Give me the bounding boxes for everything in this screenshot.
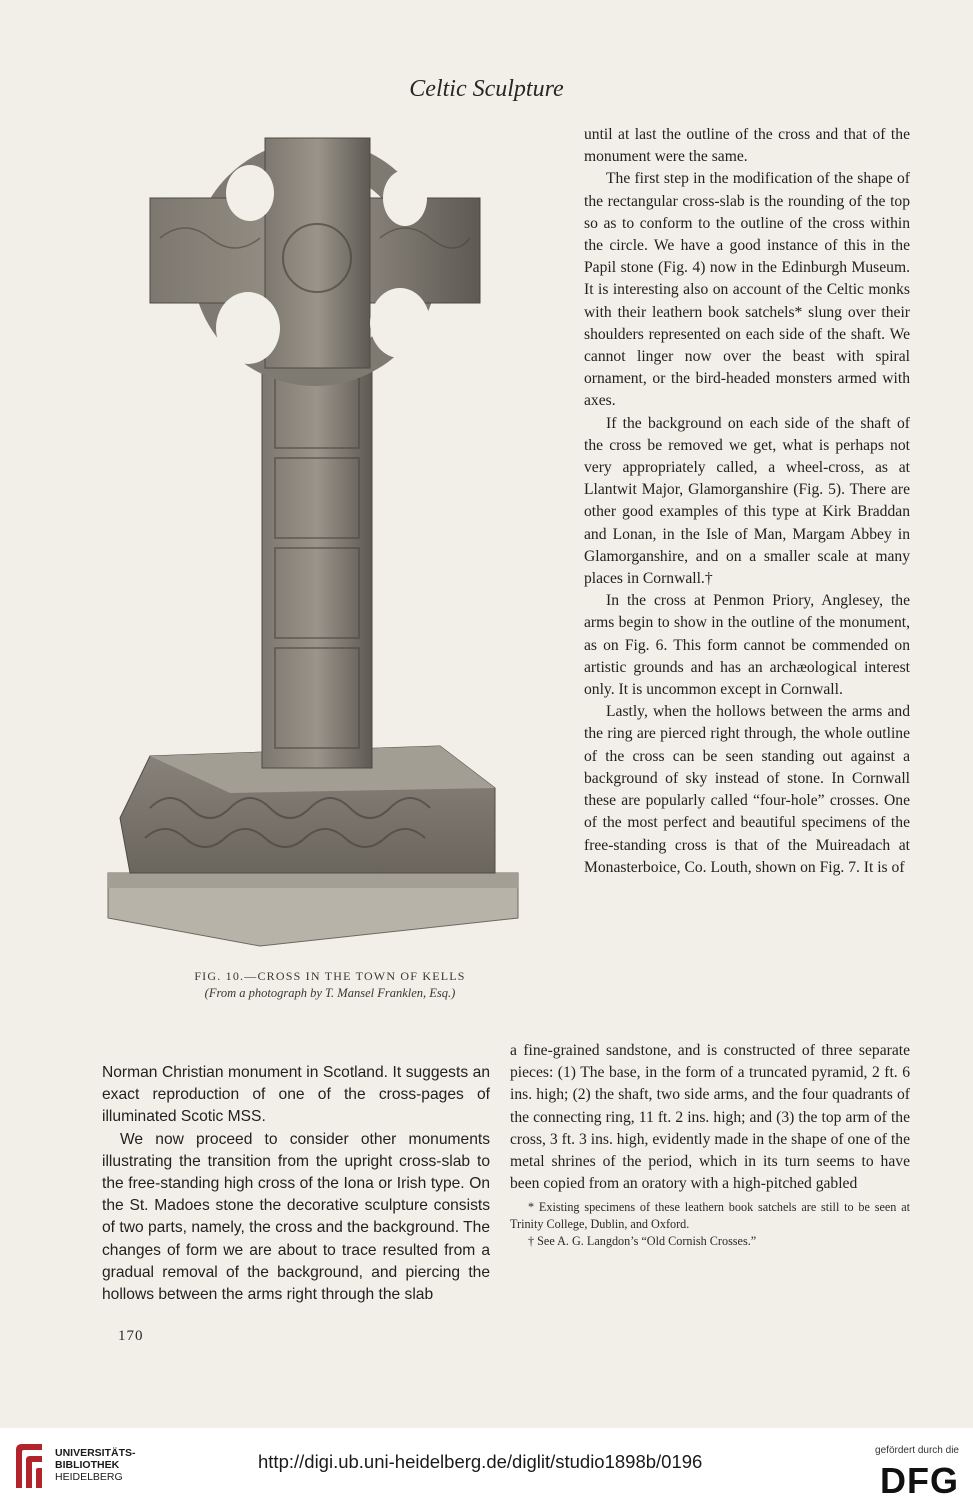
paragraph: If the background on each side of the shaft of the cross be removed we get, what is perhaps not very appropriately called, a wheel-cross, as at Llantwit Major, Glamorganshire (Fig. 5). There are other good examples of this type at Kirk Braddan and Lonan, in the Isle of Man, Margam Abbey in Glamorganshire, and on a smaller scale at many places in Cornwall.† xyxy=(584,414,910,588)
dfg-logo: DFG xyxy=(880,1460,959,1501)
paragraph: Norman Christian monument in Scotland. It suggests an exact reproduction of one of the cross-pages of illuminated Scotic MSS. xyxy=(102,1064,490,1126)
page-number: 170 xyxy=(118,1328,144,1344)
paragraph: In the cross at Penmon Priory, Anglesey, the arms begin to show in the outline of the monument, as on Fig. 6. This form cannot be commended on artistic grounds and has an archæological interest only. It is uncommon except in Cornwall. xyxy=(584,592,910,699)
figure-caption xyxy=(100,968,560,1002)
left-column-text xyxy=(102,1062,490,1306)
library-name xyxy=(55,1447,136,1483)
caption-credit: (From a photograph by T. Mansel Franklen, Esq.) xyxy=(204,986,456,1000)
library-name-line: HEIDELBERG xyxy=(55,1471,123,1483)
footnote: * Existing specimens of these leathern book satchels are still to be seen at Trinity College, Dublin, and Oxford. xyxy=(510,1200,910,1232)
paragraph: until at last the outline of the cross and that of the monument were the same. xyxy=(584,126,910,166)
paragraph: The first step in the modification of the shape of the rectangular cross-slab is the rounding of the top so as to conform to the outline of the cross within the circle. We have a good instance of this in the Papil stone (Fig. 4) now in the Edinburgh Museum. It is interesting also on account of the Celtic monks with their leathern book satchels* slung over their shoulders represented on each side of the shaft. We cannot linger now over the beast with spiral ornament, or the bird-headed monsters armed with axes. xyxy=(584,170,910,410)
university-logo-icon xyxy=(12,1440,48,1492)
library-name-line: BIBLIOTHEK xyxy=(55,1459,120,1471)
caption-title: FIG. 10.—CROSS IN THE TOWN OF KELLS xyxy=(194,969,466,983)
footnote: † See A. G. Langdon’s “Old Cornish Crosses.” xyxy=(528,1234,757,1249)
paragraph: We now proceed to consider other monuments illustrating the transition from the upright cross-slab to the free-standing high cross of the Iona or Irish type. On the St. Madoes stone the decorative sculpture consists of two parts, namely, the cross and the background. The changes of form we are about to trace resulted from a gradual removal of the background, and piercing the hollows between the arms right through the slab xyxy=(102,1130,490,1304)
paragraph: a fine-grained sandstone, and is constructed of three separate pieces: (1) The base, in the form of a truncated pyramid, 2 ft. 6 ins. high; (2) the shaft, two side arms, and the four quadrants of the connecting ring, 11 ft. 2 ins. high; and (3) the top arm of the cross, 3 ft. 3 ins. high, evidently made in the shape of one of the metal shrines of the period, which in its turn seems to have been copied from an oratory with a high-pitched gabled xyxy=(510,1042,910,1193)
digitization-footer xyxy=(0,1428,973,1505)
footnotes xyxy=(510,1199,910,1250)
library-name-line: UNIVERSITÄTS- xyxy=(55,1447,136,1459)
celtic-cross-illustration xyxy=(100,128,530,958)
right-column-text xyxy=(584,124,910,879)
running-title: Celtic Sculpture xyxy=(409,76,564,102)
paragraph: Lastly, when the hollows between the arms and the ring are pierced right through, the whole outline of the cross can be seen standing out against a background of sky instead of stone. In Cornwall these are popularly called “four-hole” crosses. One of the most perfect and beautiful specimens of the free-standing cross is that of the Muireadach at Monasterboice, Co. Louth, shown on Fig. 7. It is of xyxy=(584,703,910,876)
permalink-url[interactable]: http://digi.ub.uni-heidelberg.de/diglit/studio1898b/0196 xyxy=(258,1451,703,1472)
funding-label: gefördert durch die xyxy=(875,1445,959,1456)
right-column-lower-text xyxy=(510,1040,910,1250)
figure-photograph xyxy=(100,128,530,958)
